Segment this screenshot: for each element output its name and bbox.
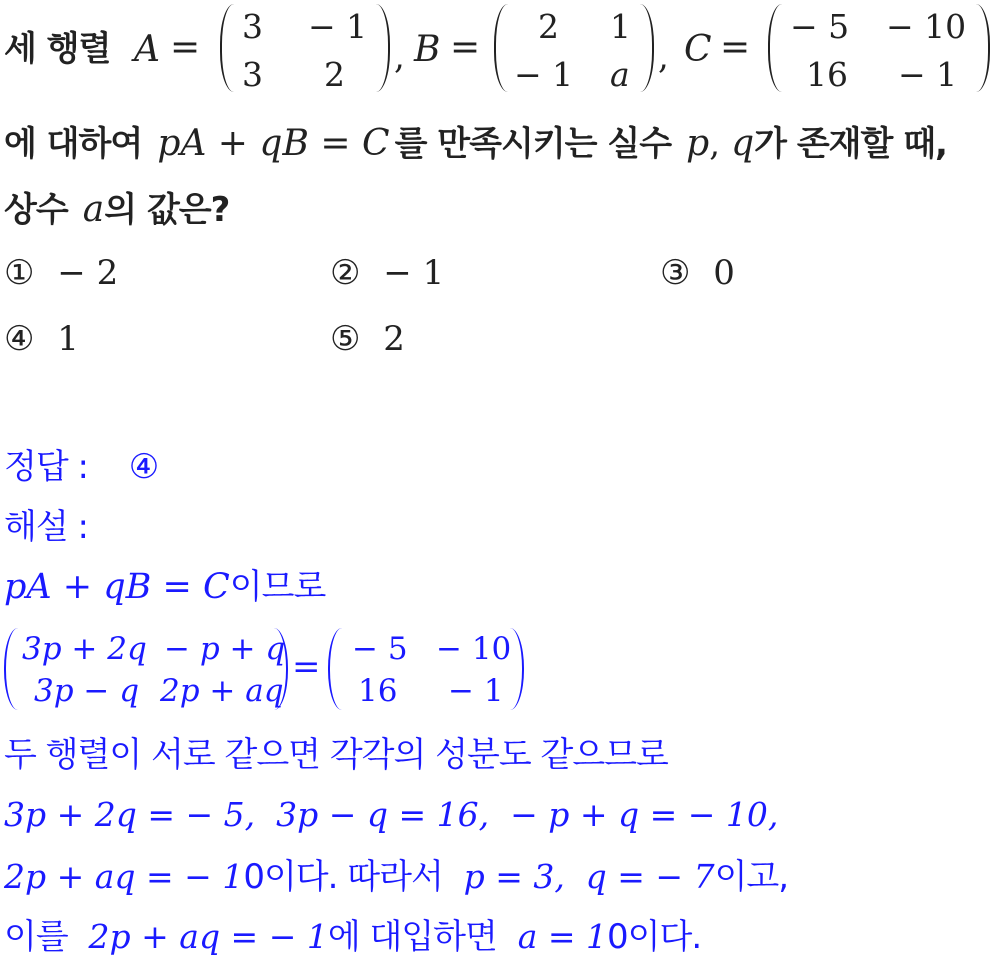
- rhs-cell: − 1: [448, 673, 504, 709]
- solution-line-6-prefix: 이를: [4, 917, 68, 957]
- rhs-cell: 16: [358, 673, 398, 709]
- rhs-cell: − 10: [436, 631, 512, 667]
- matrix-c-label: C: [684, 29, 712, 70]
- answer-value: ④: [128, 447, 160, 487]
- matrix-c-cell: − 1: [898, 55, 958, 94]
- lhs-cell: 2p + aq: [160, 673, 284, 709]
- lhs-cell: − p + q: [164, 631, 286, 667]
- choice-1[interactable]: [4, 253, 119, 293]
- solution-p-value: p = 3,: [463, 857, 565, 896]
- solution-label: [4, 507, 88, 547]
- answer-line: [4, 447, 160, 487]
- equals-sign: =: [450, 27, 481, 68]
- matrix-c-cell: − 5: [790, 7, 850, 46]
- matrix-b-cell: a: [610, 55, 630, 94]
- choice-number: ③: [660, 253, 691, 293]
- choice-value: − 2: [57, 253, 119, 293]
- matrix-c-cell: 16: [806, 55, 848, 94]
- solution-equations: 3p + 2q = − 5, 3p − q = 16, − p + q = − 10,: [4, 795, 779, 834]
- choice-5[interactable]: [330, 319, 405, 359]
- solution-line-6-mid: 에 대입하면: [327, 917, 497, 957]
- var-a: a: [82, 189, 105, 230]
- problem-line-2-prefix: 에 대하여: [4, 124, 143, 164]
- solution-line-3-text: 두 행렬이 서로 같으면 각각의 성분도 같으므로: [4, 735, 668, 775]
- matrix-a-label: A: [134, 29, 160, 70]
- solution-a-value: a = 1: [517, 917, 607, 956]
- solution-q-value: q = − 7: [585, 857, 715, 896]
- solution-rhs-matrix: [328, 628, 524, 710]
- var-p: p: [686, 123, 710, 164]
- solution-line-4: [4, 795, 779, 834]
- solution-line-3: [4, 735, 668, 775]
- lhs-cell: 3p − q: [34, 673, 140, 709]
- solution-line-6: [4, 917, 702, 957]
- equals-sign: =: [720, 27, 751, 68]
- var-q: q: [731, 123, 755, 164]
- matrix-c: [768, 4, 990, 92]
- solution-equation: pA + qB = C: [4, 567, 230, 607]
- matrix-a-cell: 3: [242, 7, 263, 46]
- matrix-b-label: B: [414, 29, 441, 70]
- choice-number: ④: [4, 319, 35, 359]
- problem-prefix: 세 행렬: [4, 29, 111, 69]
- solution-line-1-suffix: 이므로: [229, 567, 326, 607]
- comma: ,: [658, 37, 669, 77]
- matrix-b: [494, 4, 654, 92]
- solution-line-5: [4, 857, 789, 897]
- matrix-a-cell: − 1: [308, 7, 368, 46]
- choice-value: 1: [57, 319, 79, 359]
- problem-line-2-tail: 가 존재할 때,: [754, 124, 947, 164]
- choice-2[interactable]: [330, 253, 445, 293]
- choice-value: 0: [713, 253, 735, 293]
- lhs-cell: 3p + 2q: [22, 631, 147, 667]
- matrix-a: [220, 4, 390, 92]
- choice-number: ①: [4, 253, 35, 293]
- solution-line-5-mid: 0이다. 따라서: [243, 857, 443, 897]
- answer-label: 정답 :: [4, 447, 88, 487]
- solution-label-text: 해설 :: [4, 507, 88, 547]
- problem-line-2: [4, 123, 993, 166]
- choice-value: − 1: [383, 253, 445, 293]
- choice-value: 2: [383, 319, 405, 359]
- solution-line-1: [4, 567, 326, 607]
- matrix-a-cell: 3: [242, 55, 263, 94]
- comma: ,: [709, 124, 720, 164]
- matrix-a-cell: 2: [324, 55, 345, 94]
- rhs-cell: − 5: [352, 631, 408, 667]
- choice-number: ②: [330, 253, 361, 293]
- matrix-c-cell: − 10: [886, 7, 967, 46]
- equals-sign: =: [170, 27, 201, 68]
- solution-equals: =: [292, 647, 321, 687]
- problem-line-2-text: 를 만족시키는 실수: [394, 124, 672, 164]
- choice-4[interactable]: [4, 319, 79, 359]
- problem-line-3: [4, 189, 230, 232]
- choice-number: ⑤: [330, 319, 361, 359]
- problem-line-1: [4, 0, 993, 100]
- comma: ,: [394, 37, 405, 77]
- problem-line-3-prefix: 상수: [4, 190, 68, 230]
- problem-equation: pA + qB = C: [157, 123, 390, 164]
- matrix-b-cell: 2: [538, 7, 559, 46]
- solution-line-6-end: 0이다.: [607, 917, 702, 957]
- matrix-b-cell: − 1: [514, 55, 574, 94]
- problem-line-3-suffix: 의 값은?: [104, 190, 230, 230]
- solution-lhs-matrix: [4, 628, 288, 710]
- solution-line-5-expr: 2p + aq = − 1: [4, 857, 244, 896]
- choice-3[interactable]: [660, 253, 735, 293]
- solution-line-5-end: 이고,: [714, 857, 789, 897]
- solution-line-6-expr: 2p + aq = − 1: [88, 917, 328, 956]
- matrix-b-cell: 1: [610, 7, 631, 46]
